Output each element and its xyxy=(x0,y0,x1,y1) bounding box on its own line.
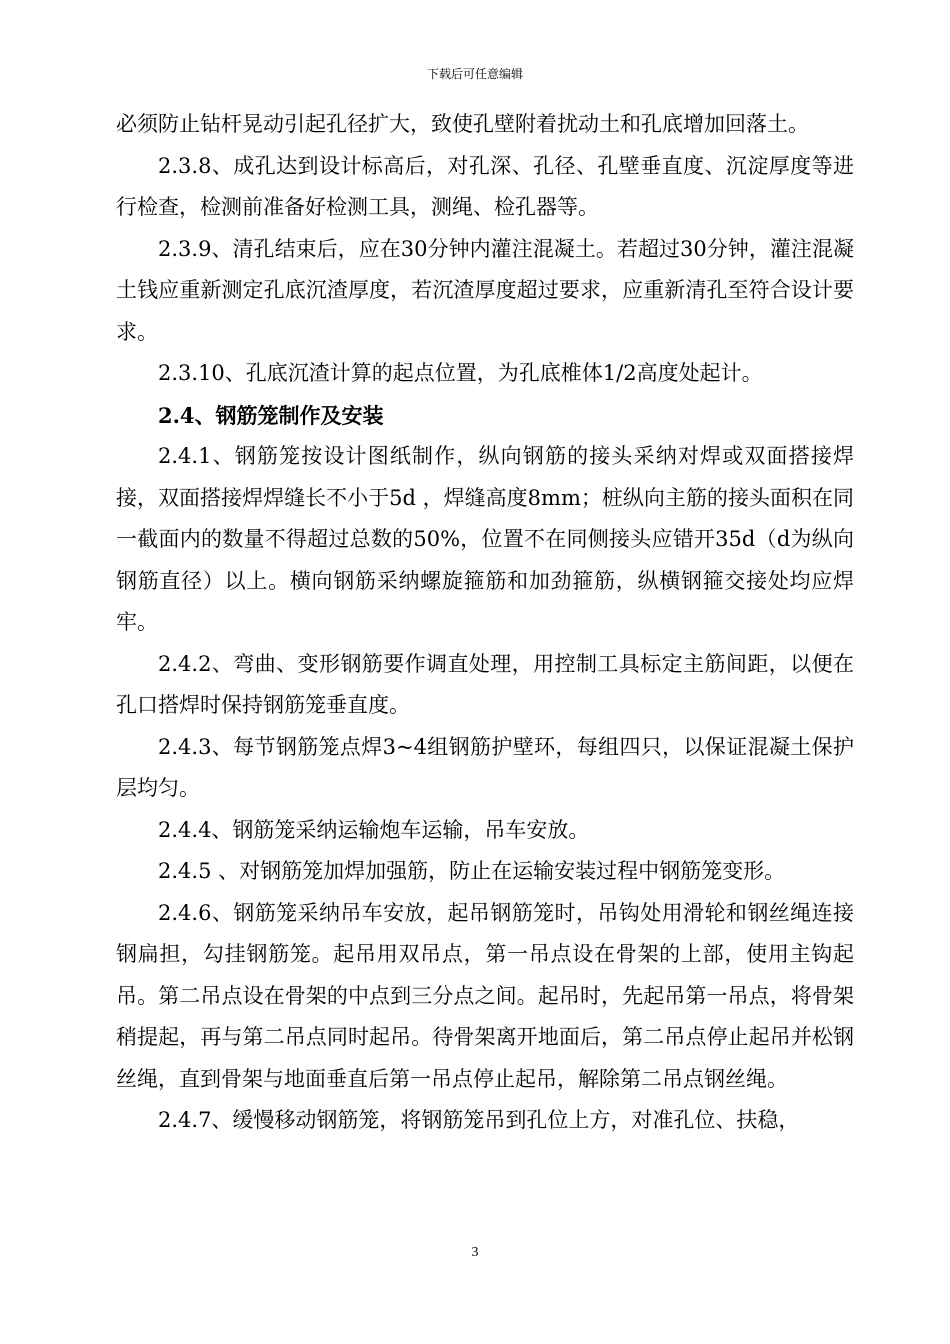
page-header: 下载后可任意编辑 xyxy=(426,67,523,81)
section-heading-2-4: 2.4、钢筋笼制作及安装 xyxy=(158,402,384,428)
paragraph-2-3-8: 2.3.8、成孔达到设计标高后，对孔深、孔径、孔壁垂直度、沉淀厚度等进行检查，检测前准备好检测工具，测绳、检孔器等。 xyxy=(116,153,854,219)
paragraph-2-3-10: 2.3.10、孔底沉渣计算的起点位置，为孔底椎体1/2高度处起计。 xyxy=(158,361,763,385)
paragraph-2-4-5: 2.4.5 、对钢筋笼加焊加强筋，防止在运输安装过程中钢筋笼变形。 xyxy=(158,859,786,883)
document-body xyxy=(116,104,854,1142)
page-number: 3 xyxy=(471,1245,479,1260)
paragraph-2-3-9: 2.3.9、清孔结束后，应在30分钟内灌注混凝土。若超过30分钟，灌注混凝土钱应重新测定孔底沉渣厚度，若沉渣厚度超过要求，应重新清孔至符合设计要求。 xyxy=(116,236,854,344)
paragraph-2-4-4: 2.4.4、钢筋笼采纳运输炮车运输，吊车安放。 xyxy=(158,817,590,842)
paragraph-2-4-6: 2.4.6、钢筋笼采纳吊车安放，起吊钢筋笼时，吊钩处用滑轮和钢丝绳连接钢扁担，勾挂钢筋笼。起吊用双吊点，第一吊点设在骨架的上部，使用主钩起吊。第二吊点设在骨架的中点到三分点之间。起吊时，先起吊第一吊点，将骨架稍提起，再与第二吊点同时起吊。待骨架离开地面后，第二吊点停止起吊并松钢丝绳，直到骨架与地面垂直后第一吊点停止起吊，解除第二吊点钢丝绳。 xyxy=(116,900,854,1091)
paragraph-2-4-7: 2.4.7、缓慢移动钢筋笼，将钢筋笼吊到孔位上方，对准孔位、扶稳， xyxy=(158,1108,800,1132)
paragraph-continuation: 必须防止钻杆晃动引起孔径扩大，致使孔壁附着扰动土和孔底增加回落土。 xyxy=(116,112,809,136)
paragraph-2-4-3: 2.4.3、每节钢筋笼点焊3~4组钢筋护壁环，每组四只，以保证混凝土保护层均匀。 xyxy=(116,734,854,800)
paragraph-2-4-1: 2.4.1、钢筋笼按设计图纸制作，纵向钢筋的接头采纳对焊或双面搭接焊接，双面搭接焊焊缝长不小于5d ，焊缝高度8mm；桩纵向主筋的接头面积在同一截面内的数量不得超过总数的50%，位置不在同侧接头应错开35d（d为纵向钢筋直径）以上。横向钢筋采纳螺旋箍筋和加劲箍筋，纵横钢箍交接处均应焊牢。 xyxy=(116,444,854,634)
paragraph-2-4-2: 2.4.2、弯曲、变形钢筋要作调直处理，用控制工具标定主筋间距，以便在孔口搭焊时保持钢筋笼垂直度。 xyxy=(116,651,854,717)
